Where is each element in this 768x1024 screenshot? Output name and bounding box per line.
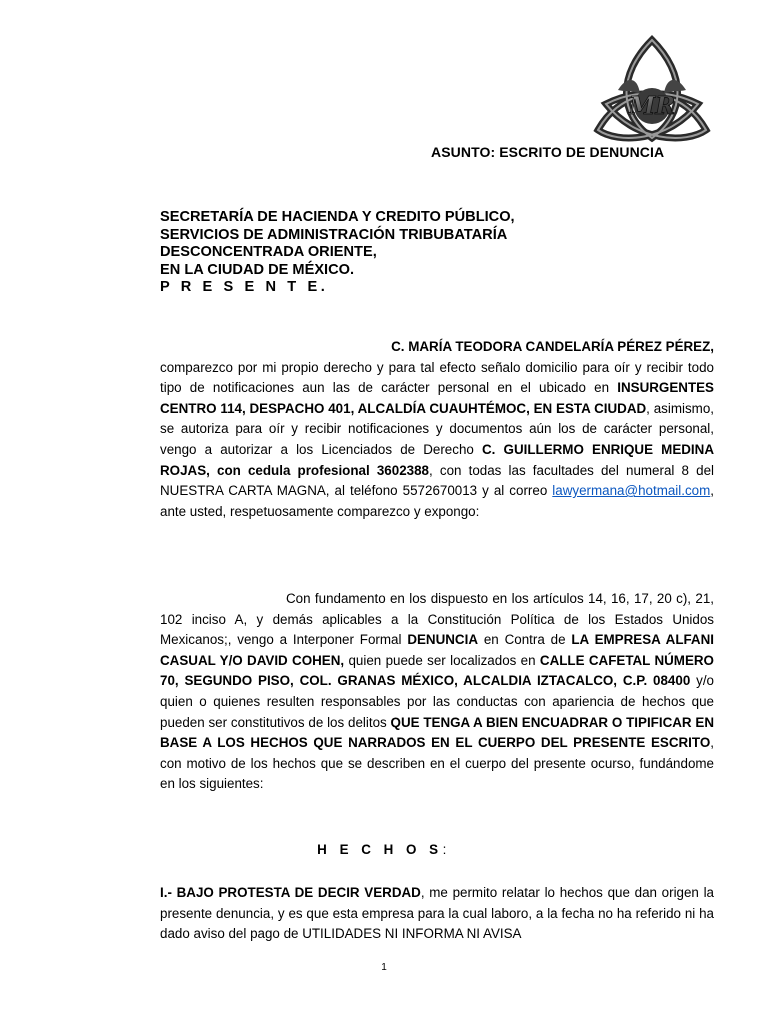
mr-logo (588, 34, 716, 152)
paragraph-text: en Contra de (478, 632, 572, 648)
paragraph-text: comparezco por mi propio derecho y para tal efecto señalo domicilio para oír y recibir todo tipo de notificaciones aun las de carácter personal en el ubicado en (160, 359, 714, 396)
page-number: 1 (381, 962, 387, 973)
hechos-heading (0, 842, 768, 857)
hechos-title: H E C H O S (317, 842, 443, 857)
svg-text:MR: MR (628, 91, 676, 120)
paragraph-text: , asimismo, se autoriza para oír y recibir notificaciones y documentos aún los de carácter personal, vengo a autorizar a los Licenciados de Derecho (160, 400, 714, 457)
triquetra-logo-icon (588, 34, 716, 152)
paragraph-complaint (160, 589, 714, 795)
subject-line: ASUNTO: ESCRITO DE DENUNCIA (431, 144, 665, 160)
paragraph-text: , me permito relatar lo hechos que dan origen la presente denuncia, y es que esta empresa para la cual laboro, a la fecha no ha referido ni ha dado aviso del pago de UTILIDADES NI INFORMA NI AVISA (160, 885, 715, 942)
paragraph-text: quien puede ser localizados en (344, 652, 540, 668)
hechos-colon: : (442, 842, 451, 857)
recipient-line: DESCONCENTRADA ORIENTE, (160, 244, 377, 260)
recipient-line: SECRETARÍA DE HACIENDA Y CREDITO PÚBLICO, (160, 209, 515, 225)
recipient-line: EN LA CIUDAD DE MÉXICO. (160, 261, 355, 278)
paragraph-fact-1 (160, 883, 714, 945)
address-bold: INSURGENTES CENTRO 114, DESPACHO 401, ALCALDÍA CUAUHTÉMOC, EN ESTA CIUDAD (160, 380, 714, 416)
paragraph-text: y/o quien o quienes resulten responsables por las conductas con apariencia de hechos que pueden ser constitutivos de los delitos (160, 673, 714, 730)
recipient-block (160, 209, 720, 297)
lawyer-bold: C. GUILLERMO ENRIQUE MEDINA ROJAS, con cedula profesional 3602388 (160, 441, 714, 478)
complainant-name: C. MARÍA TEODORA CANDELARÍA PÉREZ PÉREZ, (391, 339, 714, 354)
offense-phrase-bold: QUE TENGA A BIEN ENCUADRAR O TIPIFICAR EN BASE A LOS HECHOS QUE NARRADOS EN EL CUERPO DEL PRESENTE ESCRITO (160, 714, 715, 751)
paragraph-text: , ante usted, respetuosamente comparezco y expongo: (160, 483, 714, 519)
denuncia-bold: DENUNCIA (407, 632, 478, 648)
paragraph-appearance (160, 337, 714, 522)
presente-line: P R E S E N T E. (160, 279, 329, 295)
recipient-line: SERVICIOS DE ADMINISTRACIÓN TRIBUBATARÍA (160, 226, 508, 243)
company-bold: LA EMPRESA ALFANI CASUAL Y/O DAVID COHEN, (160, 632, 714, 668)
paragraph-text: , con todas las facultades del numeral 8 del NUESTRA CARTA MAGNA, al teléfono 5572670013 y al correo (160, 462, 715, 499)
paragraph-text: , con motivo de los hechos que se describen en el cuerpo del presente ocurso, fundándome en los siguientes: (160, 735, 714, 792)
fact-lead-bold: I.- BAJO PROTESTA DE DECIR VERDAD (160, 885, 421, 900)
paragraph-text: Con fundamento en los dispuesto en los artículos 14, 16, 17, 20 c), 21, 102 inciso A, y demás aplicables a la Constitución Política de los Estados Unidos Mexicanos;, vengo a Interponer Formal (160, 591, 714, 648)
email-link[interactable]: lawyermana@hotmail.com (552, 483, 711, 499)
company-address-bold: CALLE CAFETAL NÚMERO 70, SEGUNDO PISO, COL. GRANAS MÉXICO, ALCALDIA IZTACALCO, C.P. 08400 (160, 652, 714, 689)
